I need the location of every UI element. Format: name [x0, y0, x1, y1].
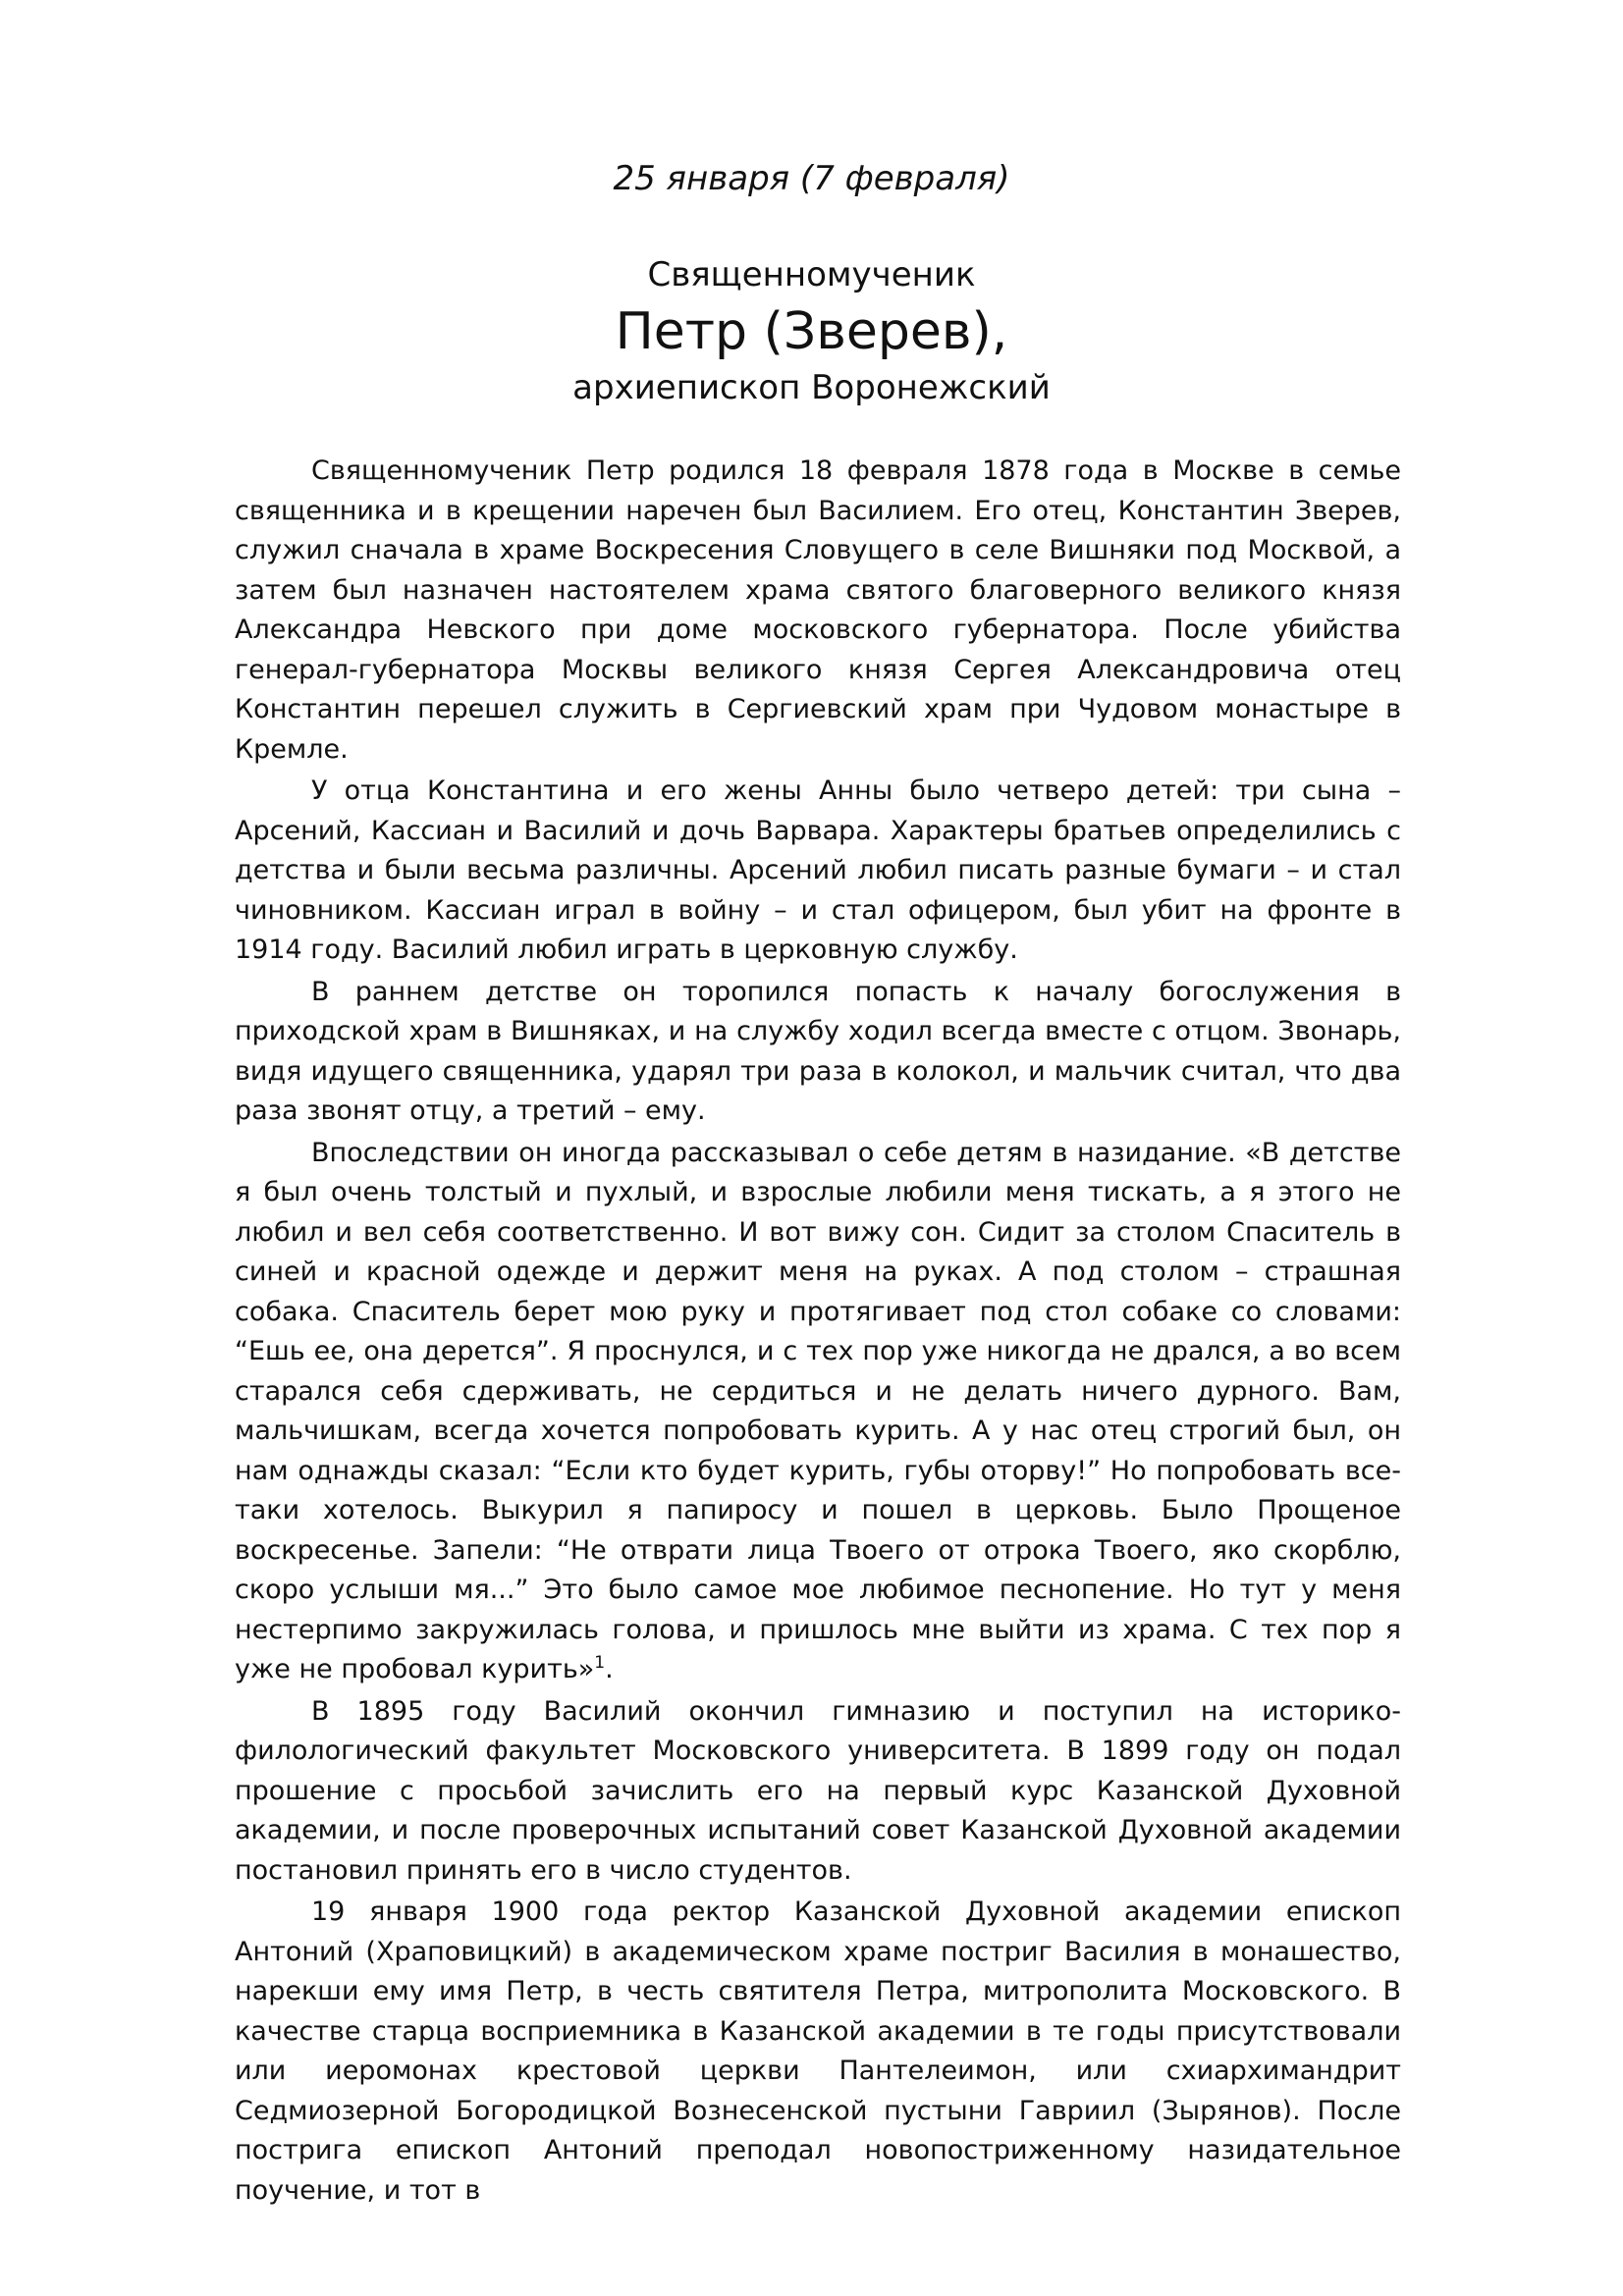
paragraph-text-tail: .: [605, 1654, 614, 1684]
paragraph: [235, 452, 1401, 770]
paragraph: [235, 1893, 1401, 2211]
paragraph: [235, 973, 1401, 1132]
saint-title: архиепископ Воронежский: [572, 368, 1051, 407]
paragraph-text: Впоследствии он иногда рассказывал о себе детям в назидание. «В детстве я был очень толстый и пухлый, и взрослые любили меня тискать, а я этого не любил и вел себя соответственно. И вот вижу сон. Сидит за столом Спаситель в синей и красной одежде и держит меня на руках. А под столом – страшная собака. Спаситель берет мою руку и протягивает под стол собаке со словами: “Ешь ее, она дерется”. Я проснулся, и с тех пор уже никогда не дрался, а во всем старался себя сдерживать, не сердиться и не делать ничего дурного. Вам, мальчишкам, всегда хочется попробовать курить. А у нас отец строгий был, он нам однажды сказал: “Если кто будет курить, губы оторву!” Но попробовать все-таки хотелось. Выкурил я папиросу и пошел в церковь. Было Прощеное воскресенье. Запели: “Не отврати лица Твоего от отрока Твоего, яко скорблю, скоро услыши мя...” Это было самое мое любимое песнопение. Но тут у меня нестерпимо закружилась голова, и пришлось мне выйти из храма. С тех пор я уже не пробовал курить»: [235, 1137, 1401, 1684]
paragraph-text: Священномученик Петр родился 18 февраля 1878 года в Москве в семье священника и в крещении наречен был Василием. Его отец, Константин Зверев, служил сначала в храме Воскресения Словущего в селе Вишняки под Москвой, а затем был назначен настоятелем храма святого благоверного великого князя Александра Невского при доме московского губернатора. После убийства генерал-губернатора Москвы великого князя Сергея Александровича отец Константин перешел служить в Сергиевский храм при Чудовом монастыре в Кремле.: [235, 455, 1401, 765]
paragraph-text: 19 января 1900 года ректор Казанской Духовной академии епископ Антоний (Храповицкий) в академическом храме постриг Василия в монашество, нарекши ему имя Петр, в честь святителя Петра, митрополита Московского. В качестве старца восприемника в Казанской академии в те годы присутствовали или иеромонах крестовой церкви Пантелеимон, или схиархимандрит Седмиозерной Богородицкой Вознесенской пустыни Гавриил (Зырянов). После пострига епископ Антоний преподал новопостриженному назидательное поучение, и тот в: [235, 1896, 1401, 2206]
paragraph: [235, 1692, 1401, 1892]
saint-rank: Священномученик: [647, 255, 976, 294]
footnote-marker[interactable]: 1: [594, 1653, 606, 1673]
article-body: [235, 452, 1401, 2213]
paragraph-text: В 1895 году Василий окончил гимназию и поступил на историко-филологический факультет Московского университета. В 1899 году он подал прошение с просьбой зачислить его на первый курс Казанской Духовной академии, и после проверочных испытаний совет Казанской Духовной академии постановил принять его в число студентов.: [235, 1695, 1401, 1886]
paragraph-text: У отца Константина и его жены Анны было четверо детей: три сына – Арсений, Кассиан и Василий и дочь Варвара. Характеры братьев определились с детства и были весьма различны. Арсений любил писать разные бумаги – и стал чиновником. Кассиан играл в войну – и стал офицером, был убит на фронте в 1914 году. Василий любил играть в церковную службу.: [235, 775, 1401, 965]
feast-date: 25 января (7 февраля): [613, 159, 1010, 198]
saint-name: Петр (Зверев),: [615, 302, 1008, 361]
paragraph: [235, 1134, 1401, 1690]
paragraph: [235, 772, 1401, 971]
paragraph-text: В раннем детстве он торопился попасть к началу богослужения в приходской храм в Вишняках, и на службу ходил всегда вместе с отцом. Звонарь, видя идущего священника, ударял три раза в колокол, и мальчик считал, что два раза звонят отцу, а третий – ему.: [235, 976, 1401, 1126]
